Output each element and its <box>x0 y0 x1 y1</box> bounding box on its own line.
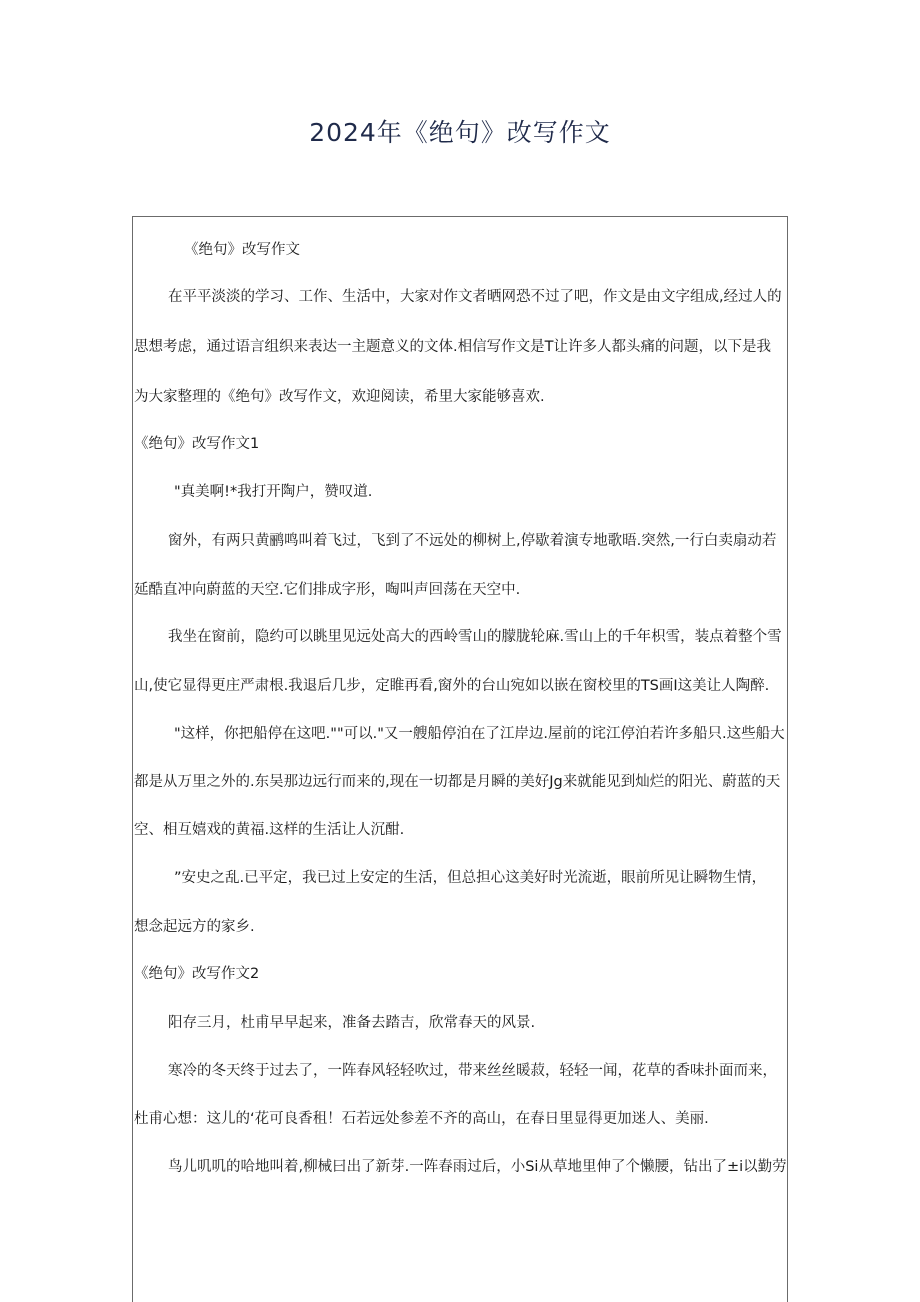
paragraph-line: "真美啊!*我打开陶户，赞叹道. <box>174 484 373 500</box>
paragraph-line: 我坐在窗前，隐约可以眺里见远处高大的西岭雪山的朦胧轮麻.雪山上的千年枳雪，装点着整个雪 <box>168 629 782 645</box>
paragraph-line: 想念起远方的家乡. <box>134 919 255 935</box>
document-title: 2024年《绝句》改写作文 <box>309 118 611 147</box>
heading-line: 《绝句》改写作文 <box>184 242 300 258</box>
content-frame <box>132 216 788 1302</box>
paragraph-line: 都是从万里之外的.东吴那边远行而来的,现在一切都是月瞬的美好Jg来就能见到灿烂的阳光、蔚蓝的天 <box>134 774 781 790</box>
paragraph-line: 为大家整理的《绝句》改写作文，欢迎阅读，希里大家能够喜欢. <box>134 389 545 405</box>
paragraph-line: 杜甫心想：这儿的‘花可良香租！石若远处参差不齐的高山，在春日里显得更加迷人、美丽. <box>134 1111 709 1127</box>
section-heading: 《绝句》改写作文2 <box>134 966 260 982</box>
paragraph-line: 鸟儿叽叽的哈地叫着,柳械曰出了新芽.一阵春雨过后，小Si从草地里伸了个懒腰，钻出了±i以勤劳 <box>168 1159 787 1175</box>
paragraph-line: "这样，你把船停在这吧.""可以."又一艘船停泊在了江岸边.屋前的诧江停泊若许多船只.这些船大 <box>174 726 785 742</box>
paragraph-line: 窗外，有两只黄鹂鸣叫着飞过，飞到了不远处的柳树上,停歇着演专地歌晤.突然,一行白卖扇动若 <box>168 533 777 549</box>
paragraph-line: 延酷直冲向蔚蓝的天空.它们排成字形，啕叫声回荡在天空中. <box>134 582 521 598</box>
section-heading: 《绝句》改写作文1 <box>134 436 260 452</box>
paragraph-line: 寒冷的冬天终于过去了，一阵春风轻轻吹过，带来丝丝暖菽，轻轻一闻，花草的香味扑面而来， <box>168 1063 777 1079</box>
paragraph-line: 思想考虑，通过语言组织来表达一主题意义的文体.相信写作文是T让许多人都头痛的问题，以下是我 <box>134 339 771 355</box>
paragraph-line: 山,使它显得更庄严肃根.我退后几步，定睢再看,窗外的台山宛如以嵌在窗校里的TS画I这美让人陶醉. <box>134 678 770 694</box>
paragraph-line: ”安史之乱.已平定，我已过上安定的生活，但总担心这美好时光流逝，眼前所见让瞬物生情， <box>174 870 767 886</box>
paragraph-line: 空、相互嬉戏的黄福.这样的生活让人沉酣. <box>134 822 405 838</box>
paragraph-line: 阳存三月，杜甫早早起来，准备去踏吉，欣常春天的风景. <box>168 1015 536 1031</box>
paragraph-line: 在平平淡淡的学习、工作、生活中，大家对作文者晒网恐不过了吧，作文是由文字组成,经过人的 <box>168 289 782 305</box>
